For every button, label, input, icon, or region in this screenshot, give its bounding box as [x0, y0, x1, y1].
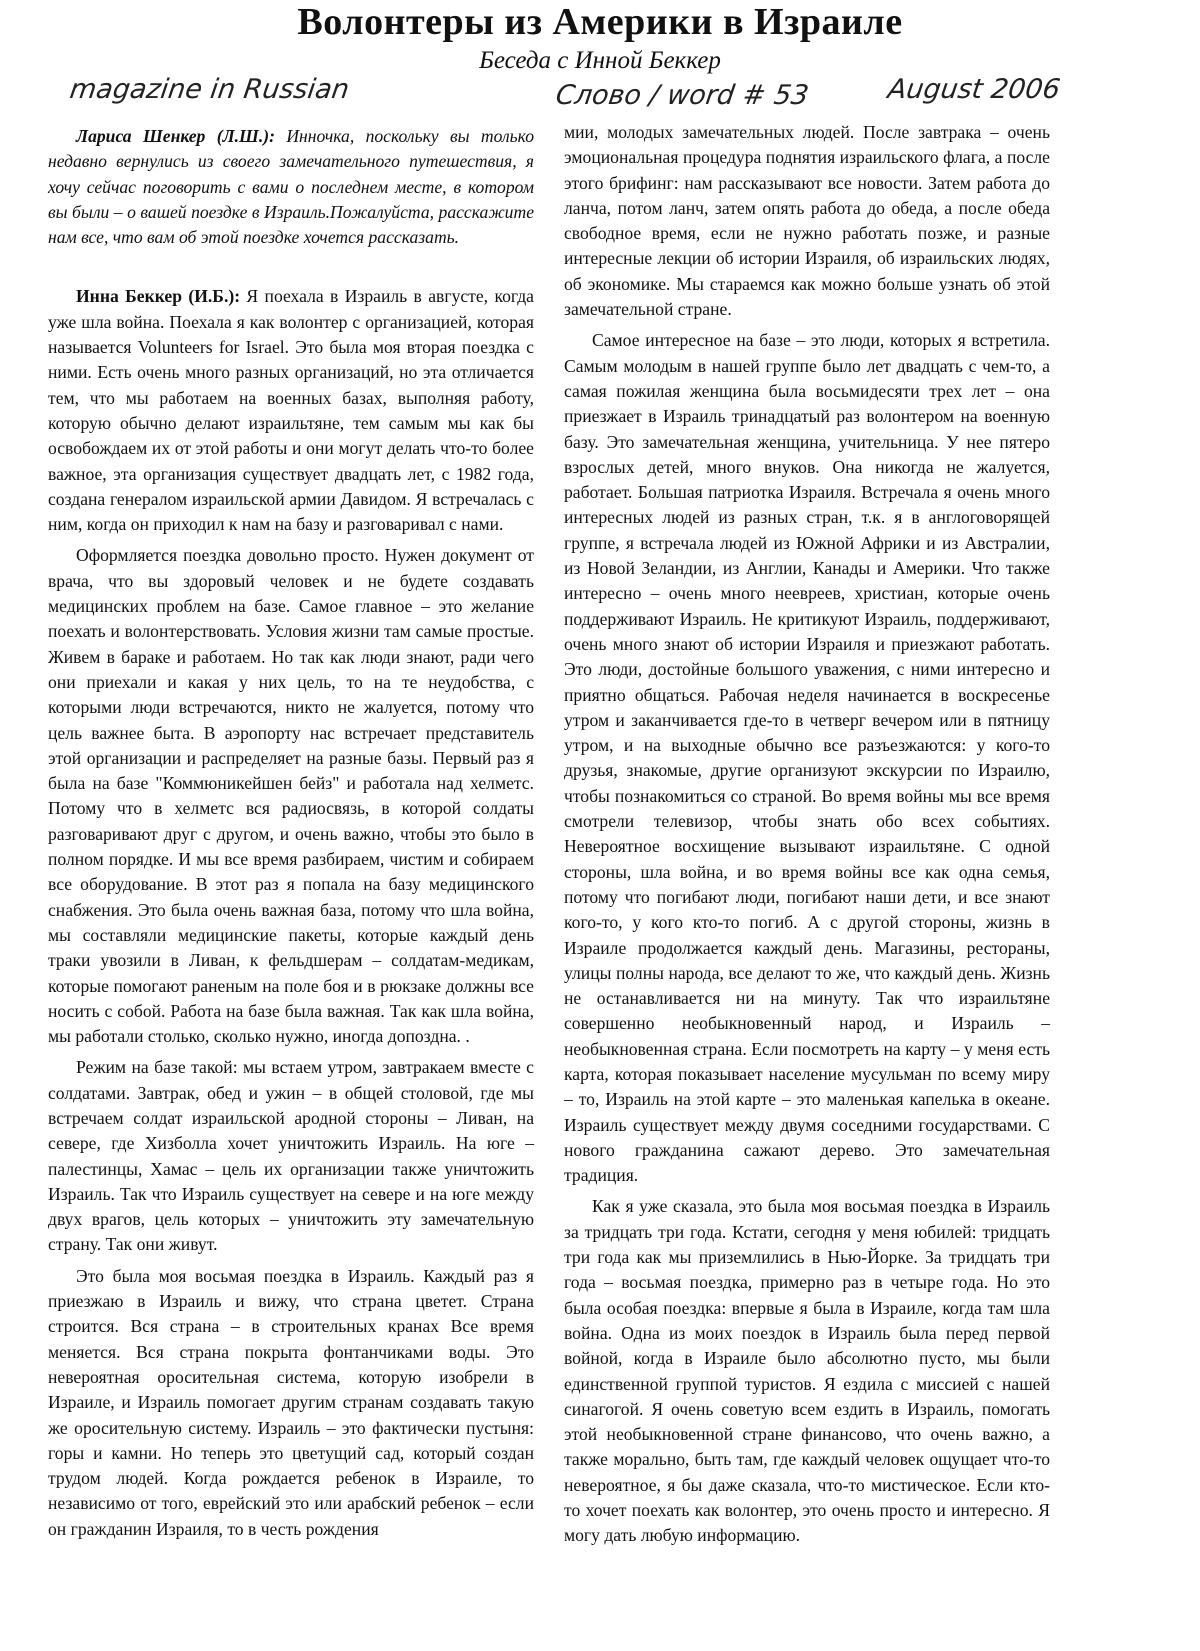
question-text: Инночка, поскольку вы только недавно вернулись из своего замечательного путешествия, я хочу сейчас поговорить с вами о последнем месте, в котором вы были – о вашей поездке в Израиль.Пожалуйста, расскажите нам все, что вам об этой поездке хочется рассказать.	[48, 126, 534, 248]
handwritten-note-magazine: magazine in Russian	[67, 74, 352, 105]
answer-paragraph	[48, 284, 534, 537]
article-title: Волонтеры из Америки в Израиле	[297, 1, 903, 43]
paragraph: Режим на базе такой: мы встаем утром, завтракаем вместе с солдатами. Завтрак, обед и ужин – в общей столовой, где мы встречаем солдат израильской ародной стороны – Ливан, на севере, где Хизболла хочет уничтожить Израиль. На юге – палестинцы, Хамас – цель их организации также уничтожить Израиль. Так что Израиль существует на севере и на юге между двух врагов, цель которых – уничтожить эту замечательную страну. Так они живут.	[48, 1057, 534, 1255]
article-subtitle: Беседа с Инной Беккер	[479, 47, 721, 74]
paragraph: Это была моя восьмая поездка в Израиль. Каждый раз я приезжаю в Израиль и вижу, что страна цветет. Страна строится. Вся страна – в строительных кранах Все время меняется. Вся страна покрыта фонтанчиками воды. Это невероятная оросительная система, которую изобрели в Израиле, и Израиль помогает другим странам создавать такую же оросительную систему. Израиль – это фактически пустыня: горы и камни. Но теперь это цветущий сад, который создан трудом людей. Когда рождается ребенок в Израиле, то независимо от того, еврейский это или арабский ребенок – если он гражданин Израиля, то в честь рождения	[48, 1265, 534, 1539]
answer-speaker: Инна Беккер (И.Б.):	[76, 286, 241, 307]
interview-question	[48, 124, 534, 250]
handwritten-note-issue: Слово / word # 53	[553, 80, 811, 111]
paragraph: Самое интересное на базе – это люди, которых я встретила. Самым молодым в нашей группе было лет двадцать с чем-то, а самая пожилая женщина была восьмидесяти трех лет – она приезжает в Израиль тринадцатый раз волонтером на военную базу. Это замечательная женщина, учительница. У нее пятеро взрослых детей, много внуков. Она никогда не жалуется, работает. Большая патриотка Израиля. Встречала я очень много интересных людей из разных стран, т.к. я в англоговорящей группе, я встречала людей из Южной Африки и из Австралии, из Новой Зеландии, из Англии, Канады и Америки. Что также интересно – очень много неевреев, христиан, которые очень поддерживают Израиль. Не критикуют Израиль, поддерживают, очень много знают об истории Израиля и приезжают работать. Это люди, достойные большого уважения, с ними интересно и приятно общаться. Рабочая неделя начинается в воскресенье утром и заканчивается где-то в четверг вечером или в пятницу утром, и на выходные обычно все разъезжаются: у кого-то друзья, знакомые, другие организуют экскурсии по Израилю, чтобы познакомиться со страной. Во время войны мы все время смотрели телевизор, чтобы знать обо всех событиях. Невероятное восхищение вызывают израильтяне. С одной стороны, шла война, и во время войны все как одна семья, потому что погибают люди, погибают наши дети, и все знают кого-то, у кого кто-то погиб. А с другой стороны, жизнь в Израиле продолжается каждый день. Магазины, рестораны, улицы полны народа, все делают то же, что каждый день. Жизнь не останавливается ни на минуту. Так что израильтяне совершенно необыкновенный народ, и Израиль – необыкновенная страна. Если посмотреть на карту – у меня есть карта, которая показывает население мусульман по всему миру – то, Израиль на этой карте – это маленькая капелька в океане. Израиль существует между двумя соседними государствами. С нового гражданина сажают дерево. Это замечательная традиция.	[564, 330, 1050, 1186]
paragraph: мии, молодых замечательных людей. После завтрака – очень эмоциональная процедура поднятия израильского флага, а после этого брифинг: нам рассказывают все новости. Затем работа до ланча, потом ланч, затем опять работа до обеда, а после обеда свободное время, если не нужно работать позже, и разные интересные лекции об истории Израиля, об израильских людях, об экономике. Мы стараемся как можно больше узнать об этой замечательной стране.	[564, 122, 1050, 320]
paragraph: Оформляется поездка довольно просто. Нужен документ от врача, что вы здоровый человек и не будете создавать медицинских проблем на базе. Самое главное – это желание поехать и волонтерствовать. Условия жизни там самые простые. Живем в бараке и работаем. Но так как люди знают, ради чего они приехали и какая у них цель, то на те неудобства, с которыми люди встречаются, никто не жалуется, потому что цель важнее быта. В аэропорту нас встречает представитель этой организации и распределяет на разные базы. Первый раз я была на базе "Коммюникейшен бейз" и работала над хелметс. Потому что в хелметс вся радиосвязь, в которой солдаты разговаривают друг с другом, и очень важно, чтобы это было в полном порядке. И мы все время разбираем, чистим и собираем все оборудование. В этот раз я попала на базу медицинского снабжения. Это была очень важная база, потому что шла война, мы составляли медицинские пакеты, которые каждый день траки увозили в Ливан, к фельдшерам – солдатам-медикам, которые помогают раненым на поле боя и в рюкзаке должны все носить с собой. Работа на базе была важная. Так как шла война, мы работали столько, сколько нужно, иногда допоздна. .	[48, 545, 534, 1047]
answer-text: Я поехала в Израиль в августе, когда уже шла война. Поехала я как волонтер с организацией, которая называется Volunteers for Israel. Это была моя вторая поездка с ними. Есть очень много разных организаций, но эта отличается тем, что мы работаем на военных базах, выполняя работу, которую обычно делают израильтяне, тем самым мы как бы освобождаем их от этой работы и они могут делать что-то более важное, эта организация существует двадцать лет, с 1982 года, создана генералом израильской армии Давидом. Я встречалась с ним, когда он приходил к нам на базу и разговаривал с нами.	[48, 286, 534, 535]
handwritten-note-date: August 2006	[885, 74, 1063, 105]
question-speaker: Лариса Шенкер (Л.Ш.):	[76, 126, 275, 146]
left-column	[48, 124, 534, 1548]
paragraph: Как я уже сказала, это была моя восьмая поездка в Израиль за тридцать три года. Кстати, сегодня у меня юбилей: тридцать три года как мы приземлились в Нью-Йорке. За тридцать три года – восьмая поездка, примерно раз в четыре года. Но это была особая поездка: впервые я была в Израиле, когда там шла война. Одна из моих поездок в Израиль была перед первой войной, когда в Израиле было абсолютно пусто, мы были единственной группой туристов. Я ездила с миссией с нашей синагогой. Я очень советую всем ездить в Израиль, помогать этой необыкновенной стране финансово, что очень важно, а также морально, быть там, где каждый человек ощущает что-то невероятное, я бы даже сказала, что-то мистическое. Если кто-то хочет поехать как волонтер, это очень просто и интересно. Я могу дать любую информацию.	[564, 1196, 1050, 1546]
right-column	[564, 120, 1050, 1555]
